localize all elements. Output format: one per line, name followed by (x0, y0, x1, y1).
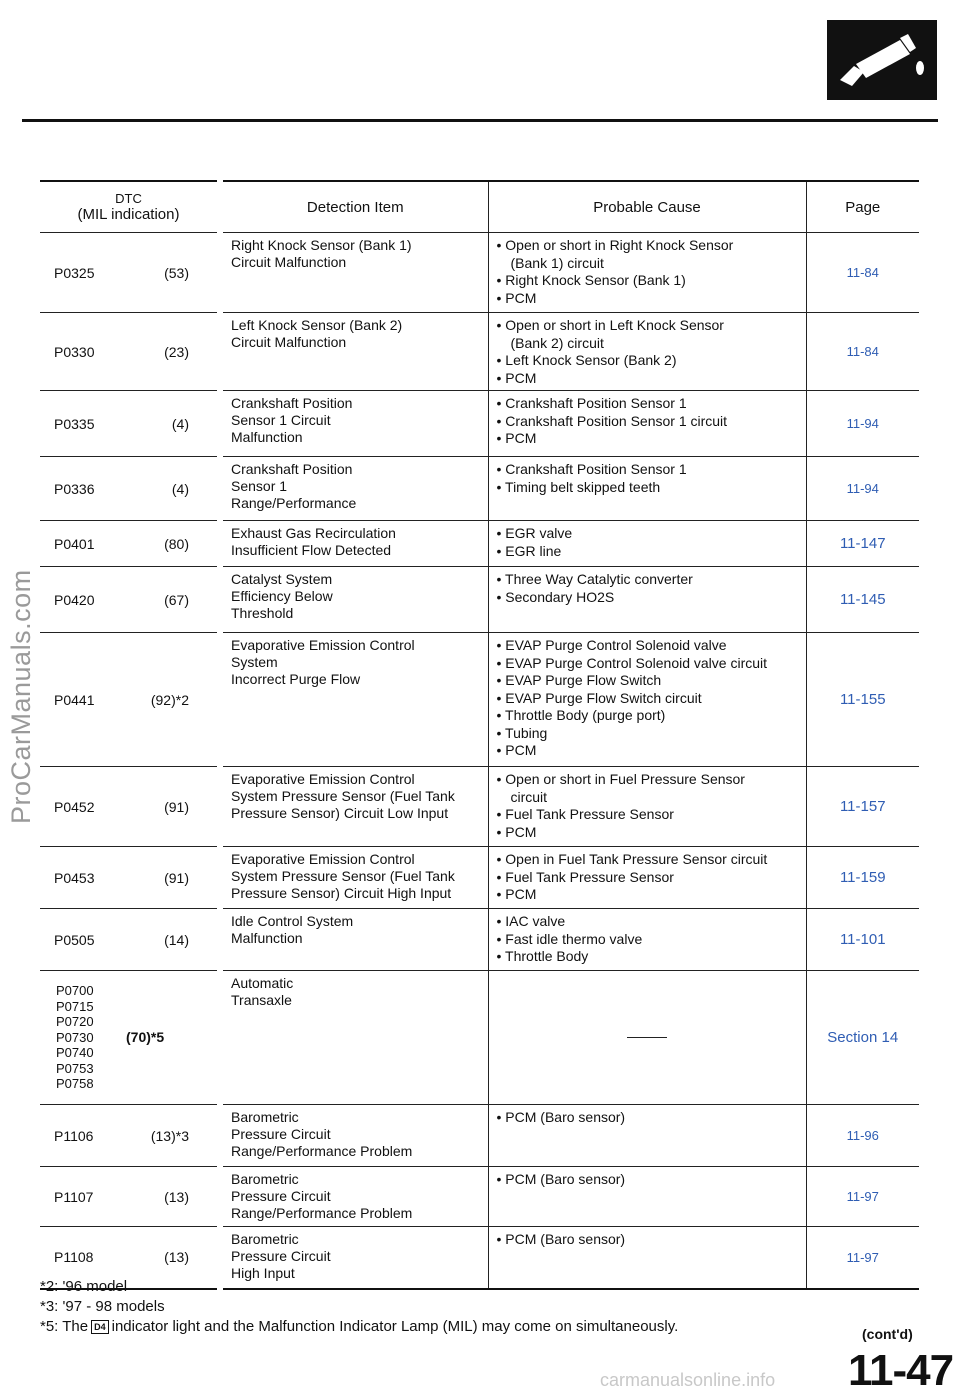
probable-cause-list (489, 457, 806, 499)
table-row (40, 313, 919, 391)
probable-cause-list (489, 521, 806, 563)
footnote-5: *5: The D4 indicator light and the Malfunction Indicator Lamp (MIL) may come on simultaneously. (40, 1318, 679, 1335)
page-reference-link[interactable]: 11-155 (806, 633, 919, 767)
probable-cause-item: • Open in Fuel Tank Pressure Sensor circuit (496, 851, 768, 867)
continued-label: (cont'd) (862, 1326, 913, 1342)
watermark: ProCarManuals.com (6, 569, 36, 824)
dtc-table (40, 180, 919, 1290)
probable-cause-item: • Timing belt skipped teeth (496, 478, 661, 495)
table-row (40, 971, 919, 1105)
probable-cause-list (489, 847, 806, 907)
probable-cause-item: • Fuel Tank Pressure Sensor (496, 868, 674, 885)
probable-cause-list (489, 1227, 806, 1252)
detection-item: Evaporative Emission Control System Pressure Sensor (Fuel Tank Pressure Sensor) Circuit High Input (231, 851, 455, 901)
detection-item: Barometric Pressure Circuit Range/Performance Problem (231, 1109, 413, 1159)
page-reference-link[interactable]: 11-97 (806, 1227, 919, 1289)
table-row (40, 567, 919, 633)
mil-indication: (13) (164, 1249, 189, 1266)
probable-cause-list (489, 633, 806, 763)
detection-item: Automatic Transaxle (231, 975, 294, 1008)
dtc-cell (40, 521, 220, 567)
probable-cause-item: • EVAP Purge Flow Switch (496, 672, 662, 688)
page-reference-link[interactable]: 11-159 (806, 847, 919, 909)
page-reference-link[interactable]: 11-145 (806, 567, 919, 633)
probable-cause-list (489, 567, 806, 609)
probable-cause-item: • IAC valve (496, 913, 566, 929)
probable-cause-item: • EGR line (496, 542, 562, 559)
probable-cause-item: • PCM (496, 289, 537, 306)
mil-indication: (67) (164, 591, 189, 608)
mil-indication: (13) (164, 1188, 189, 1205)
probable-cause-item: • Left Knock Sensor (Bank 2) (496, 352, 677, 368)
dtc-code: P0700 (56, 983, 94, 999)
dtc-code: P1107 (54, 1188, 94, 1205)
dtc-cell (40, 391, 220, 457)
probable-cause-item: (Bank 2) circuit (510, 334, 604, 351)
detection-item: Catalyst System Efficiency Below Threshold (231, 571, 333, 621)
table-row (40, 521, 919, 567)
dtc-cell (40, 767, 220, 847)
page-reference-link[interactable]: 11-94 (806, 457, 919, 521)
probable-cause-item: • PCM (Baro sensor) (496, 1171, 626, 1187)
probable-cause-item: • PCM (496, 742, 537, 758)
probable-cause-item: • PCM (496, 823, 537, 840)
detection-item: Crankshaft Position Sensor 1 Circuit Malfunction (231, 395, 353, 445)
probable-cause-item: • Secondary HO2S (496, 588, 615, 605)
probable-cause-item: • Right Knock Sensor (Bank 1) (496, 272, 686, 288)
probable-cause-item: • EGR valve (496, 525, 573, 541)
mil-indication: (70)*5 (126, 1028, 165, 1045)
probable-cause-item: • Open or short in Right Knock Sensor (496, 237, 734, 253)
table-row (40, 847, 919, 909)
table-row (40, 909, 919, 971)
header-dtc: DTC (MIL indication) (40, 181, 220, 233)
probable-cause-item: • Fuel Tank Pressure Sensor (496, 806, 674, 822)
mil-indication: (14) (164, 931, 189, 948)
footnotes (40, 1277, 678, 1337)
dtc-cell (40, 313, 220, 391)
table-header-row (40, 181, 919, 233)
dtc-code: P0325 (54, 264, 95, 281)
probable-cause-item: • Crankshaft Position Sensor 1 (496, 395, 687, 411)
mil-indication: (13)*3 (150, 1127, 189, 1144)
detection-item: Left Knock Sensor (Bank 2) Circuit Malfunction (231, 317, 403, 350)
detection-item: Barometric Pressure Circuit Range/Performance Problem (231, 1171, 413, 1221)
probable-cause-list (489, 391, 806, 451)
detection-item: Right Knock Sensor (Bank 1) Circuit Malfunction (231, 237, 412, 270)
probable-cause-list (489, 1167, 806, 1192)
probable-cause-item: • Throttle Body (496, 948, 589, 964)
probable-cause-item: • Throttle Body (purge port) (496, 707, 666, 723)
page-number: 11-47 (848, 1346, 954, 1395)
probable-cause-item: • Three Way Catalytic converter (496, 571, 693, 587)
dtc-cell (40, 1105, 220, 1167)
mil-indication: (92)*2 (150, 691, 189, 708)
table-row (40, 391, 919, 457)
mil-indication: (4) (171, 415, 189, 432)
table-row (40, 457, 919, 521)
detection-item: Crankshaft Position Sensor 1 Range/Performance (231, 461, 357, 511)
dtc-cell (40, 567, 220, 633)
detection-item: Barometric Pressure Circuit High Input (231, 1231, 331, 1281)
probable-cause-item: • Crankshaft Position Sensor 1 circuit (496, 412, 728, 429)
page-reference-link[interactable]: 11-96 (806, 1105, 919, 1167)
detection-item: Exhaust Gas Recirculation Insufficient Flow Detected (231, 525, 396, 558)
footnote-2: *2: '96 model (40, 1278, 128, 1295)
probable-cause-item: • PCM (Baro sensor) (496, 1109, 626, 1125)
header-cause: Probable Cause (488, 181, 806, 233)
probable-cause-list (489, 233, 806, 310)
table-row (40, 233, 919, 313)
dtc-code: P0720 (56, 1014, 94, 1030)
mil-indication: (4) (171, 480, 189, 497)
header-detection: Detection Item (220, 181, 488, 233)
header-page: Page (806, 181, 919, 233)
dtc-code: P0730 (56, 1029, 94, 1045)
probable-cause-list (489, 767, 806, 844)
dtc-code: P0758 (56, 1076, 94, 1092)
probable-cause-item: • EVAP Purge Flow Switch circuit (496, 689, 702, 706)
probable-cause-item: • EVAP Purge Control Solenoid valve circuit (496, 654, 768, 671)
dtc-code: P0336 (54, 480, 95, 497)
probable-cause-item: • PCM (496, 886, 537, 902)
page-reference-link[interactable]: 11-84 (806, 233, 919, 313)
dtc-code: P0740 (56, 1045, 94, 1061)
mil-indication: (80) (164, 535, 189, 552)
dtc-code: P0441 (54, 691, 95, 708)
probable-cause-item: circuit (510, 788, 548, 805)
table-row (40, 1167, 919, 1227)
probable-cause-item: • EVAP Purge Control Solenoid valve (496, 637, 727, 653)
not-applicable-dash (627, 1037, 667, 1039)
d4-indicator-icon: D4 (91, 1320, 109, 1334)
fuel-nozzle-icon (827, 20, 937, 100)
mil-indication: (91) (164, 869, 189, 886)
dtc-cell (40, 633, 220, 767)
probable-cause-item: • Crankshaft Position Sensor 1 (496, 461, 687, 477)
probable-cause-item: • PCM (496, 369, 537, 386)
dtc-code: P0401 (54, 535, 95, 552)
dtc-code: P0715 (56, 998, 94, 1014)
dtc-code: P0330 (54, 343, 95, 360)
probable-cause-list (489, 1105, 806, 1130)
dtc-code: P0452 (54, 798, 95, 815)
probable-cause-item: • Open or short in Left Knock Sensor (496, 317, 724, 333)
dtc-code: P0453 (54, 869, 95, 886)
footnote-3: *3: '97 - 98 models (40, 1298, 165, 1315)
table-row (40, 633, 919, 767)
dtc-cell (40, 457, 220, 521)
probable-cause-item: • PCM (Baro sensor) (496, 1231, 626, 1247)
page-reference-link[interactable]: 11-97 (806, 1167, 919, 1227)
mil-indication: (91) (164, 798, 189, 815)
mil-indication: (23) (164, 343, 189, 360)
probable-cause-item: • PCM (496, 430, 537, 446)
probable-cause-list (489, 313, 806, 390)
dtc-code: P0505 (54, 931, 95, 948)
table-row (40, 1105, 919, 1167)
dtc-code: P0335 (54, 415, 95, 432)
page-reference-link[interactable]: Section 14 (806, 971, 919, 1105)
probable-cause-item: • Open or short in Fuel Pressure Sensor (496, 771, 745, 787)
page-reference-link[interactable]: 11-94 (806, 391, 919, 457)
probable-cause-item: • Fast idle thermo valve (496, 930, 643, 947)
detection-item: Idle Control System Malfunction (231, 913, 354, 946)
dtc-cell (40, 1167, 220, 1227)
dtc-code: P0420 (54, 591, 95, 608)
site-watermark: carmanualsonline.info (600, 1370, 776, 1390)
dtc-cell (40, 971, 220, 1105)
dtc-cell (40, 233, 220, 313)
dtc-cell (40, 909, 220, 971)
probable-cause-item: • Tubing (496, 724, 548, 741)
dtc-code: P1106 (54, 1127, 94, 1144)
table-row (40, 767, 919, 847)
detection-item: Evaporative Emission Control System Pressure Sensor (Fuel Tank Pressure Sensor) Circuit Low Input (231, 771, 455, 821)
top-rule (22, 119, 938, 122)
mil-indication: (53) (164, 264, 189, 281)
detection-item: Evaporative Emission Control System Incorrect Purge Flow (231, 637, 415, 687)
dtc-cell (40, 847, 220, 909)
probable-cause-item: (Bank 1) circuit (510, 254, 604, 271)
page-reference-link[interactable]: 11-101 (806, 909, 919, 971)
page-reference-link[interactable]: 11-157 (806, 767, 919, 847)
dtc-code: P1108 (54, 1249, 94, 1266)
dtc-code: P0753 (56, 1060, 94, 1076)
page-reference-link[interactable]: 11-84 (806, 313, 919, 391)
page-reference-link[interactable]: 11-147 (806, 521, 919, 567)
probable-cause-list (489, 909, 806, 969)
